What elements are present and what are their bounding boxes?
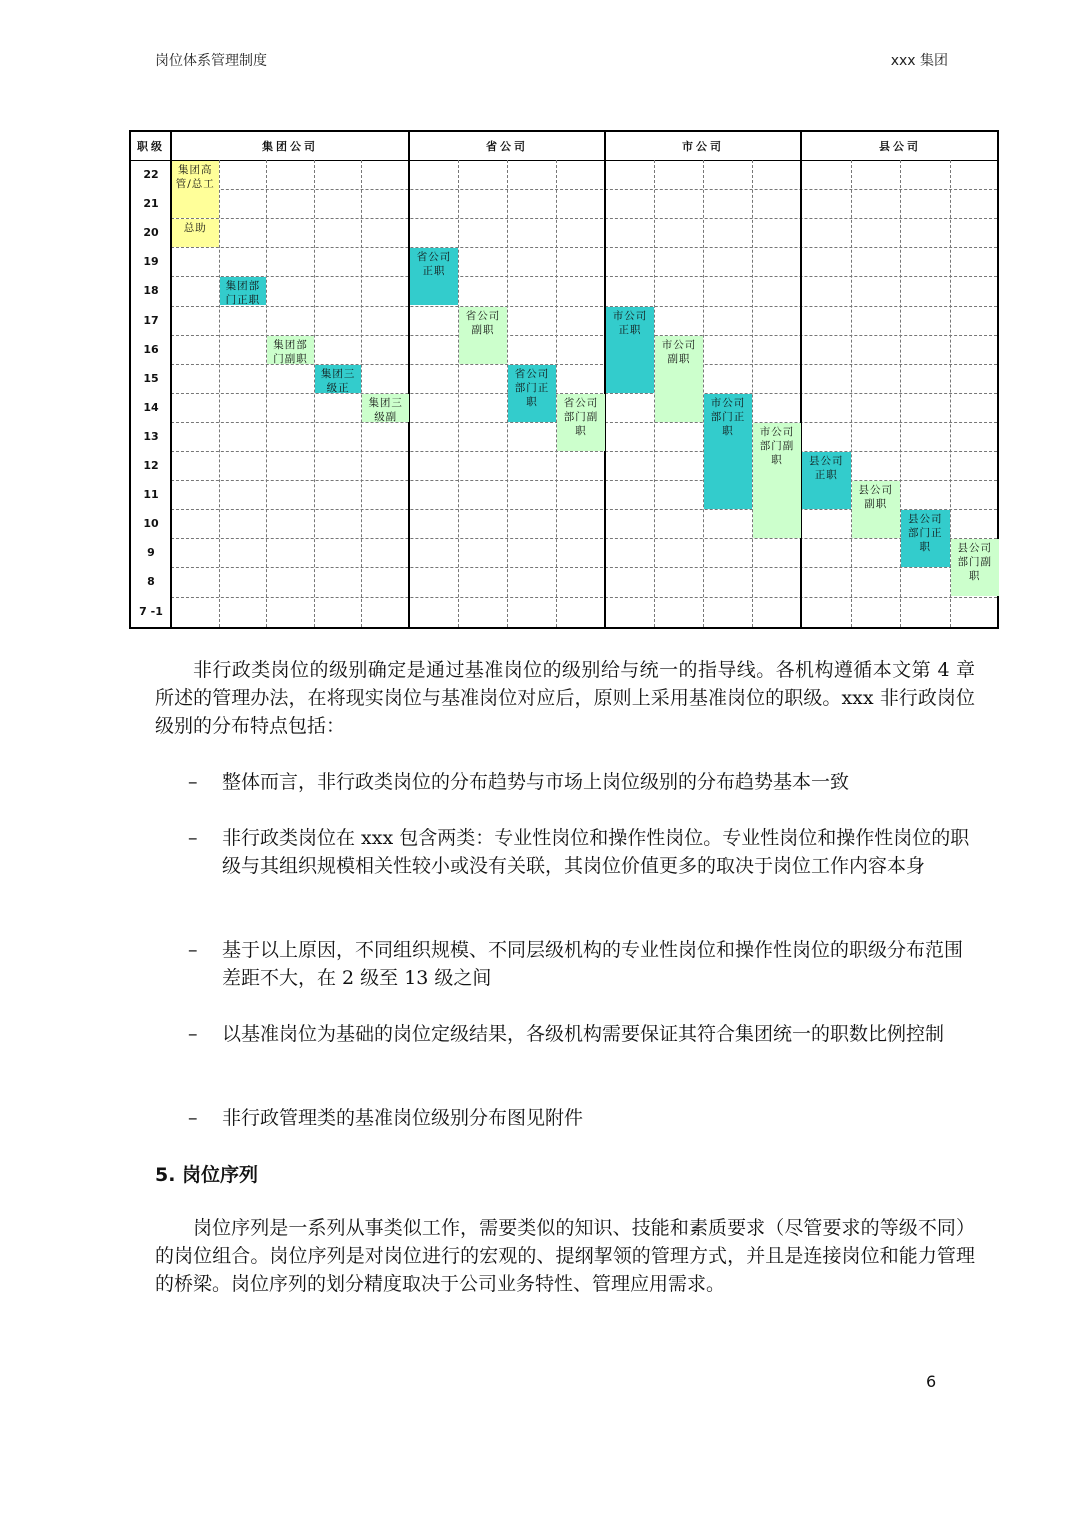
level-label: 13 (143, 429, 159, 443)
intro-paragraph: 非行政类岗位的级别确定是通过基准岗位的级别给与统一的指导线。各机构遵循本文第 4 章所述的管理办法，在将现实岗位与基准岗位对应后，原则上采用基准岗位的职级。xxx 非行政岗位级别的分布特点包括： (155, 659, 975, 737)
bullet-dash: – (188, 1023, 198, 1045)
bullet-dash: – (188, 771, 198, 793)
level-label: 14 (143, 400, 159, 414)
bullet-item (188, 824, 973, 880)
position-block: 县公司部门正职 (901, 510, 950, 567)
position-block: 总助 (172, 219, 219, 247)
section-title: 5. 岗位序列 (155, 1164, 259, 1186)
bullet-text: 非行政管理类的基准岗位级别分布图见附件 (222, 1107, 584, 1129)
bullet-dash: – (188, 1107, 198, 1129)
page-number: 6 (926, 1372, 937, 1391)
header-company: xxx 集团 (890, 53, 948, 69)
position-block: 市公司部门副职 (753, 423, 801, 538)
group-header-group-co: 集团公司 (262, 140, 318, 153)
section-paragraph: 岗位序列是一系列从事类似工作，需要类似的知识、技能和素质要求（尽管要求的等级不同）的岗位组合。岗位序列是对岗位进行的宏观的、提纲挈领的管理方式，并且是连接岗位和能力管理的桥梁。岗位序列的划分精度取决于公司业务特性、管理应用需求。 (155, 1217, 975, 1295)
bullet-item (188, 936, 973, 992)
position-block: 集团三级副 (362, 394, 409, 422)
group-header-city-co: 市公司 (682, 140, 724, 153)
position-block: 市公司正职 (606, 307, 654, 393)
bullet-dash: – (188, 939, 198, 961)
level-label: 18 (143, 284, 159, 298)
bullet-text: 基于以上原因，不同组织规模、不同层级机构的专业性岗位和操作性岗位的职级分布范围差距不大，在 2 级至 13 级之间 (222, 939, 964, 989)
bullet-item (188, 768, 973, 796)
level-label: 8 (147, 575, 155, 589)
position-block: 省公司正职 (410, 248, 458, 305)
position-block: 市公司部门正职 (704, 394, 752, 509)
level-label: 10 (143, 517, 159, 531)
group-header-county-co: 县公司 (879, 140, 921, 153)
position-block: 集团三级正 (315, 365, 362, 393)
level-label: 12 (143, 459, 159, 473)
group-header-province-co: 省公司 (486, 140, 528, 153)
position-block: 市公司副职 (655, 336, 703, 422)
bullet-item (188, 1020, 973, 1048)
position-block: 县公司部门副职 (951, 539, 1000, 596)
position-block: 省公司部门副职 (557, 394, 605, 451)
level-label: 19 (143, 255, 159, 269)
level-label: 11 (143, 488, 159, 502)
position-block: 县公司副职 (852, 481, 901, 538)
header-doc-title: 岗位体系管理制度 (155, 53, 267, 69)
bullet-text: 整体而言，非行政类岗位的分布趋势与市场上岗位级别的分布趋势基本一致 (222, 771, 850, 793)
level-label: 22 (143, 168, 159, 182)
bullet-item (188, 1104, 973, 1132)
level-label: 21 (143, 197, 159, 211)
position-block: 集团部门正职 (220, 277, 267, 305)
bullet-text: 非行政类岗位在 xxx 包含两类：专业性岗位和操作性岗位。专业性岗位和操作性岗位的职级与其组织规模相关性较小或没有关联，其岗位价值更多的取决于岗位工作内容本身 (222, 827, 970, 877)
position-block: 县公司正职 (802, 452, 851, 509)
level-label: 17 (143, 313, 159, 327)
position-block: 集团高管/总工 (172, 161, 219, 218)
position-block: 集团部门副职 (267, 336, 314, 364)
level-label: 16 (143, 342, 159, 356)
level-label: 7 -1 (139, 604, 163, 618)
level-label: 9 (147, 546, 155, 560)
bullet-dash: – (188, 827, 198, 849)
position-block: 省公司部门正职 (508, 365, 556, 422)
bullet-text: 以基准岗位为基础的岗位定级结果，各级机构需要保证其符合集团统一的职数比例控制 (222, 1023, 945, 1045)
grid-corner-label: 职级 (137, 140, 165, 153)
level-label: 15 (143, 371, 159, 385)
position-block: 省公司副职 (459, 307, 507, 364)
level-label: 20 (143, 226, 159, 240)
grade-grid (129, 130, 999, 629)
